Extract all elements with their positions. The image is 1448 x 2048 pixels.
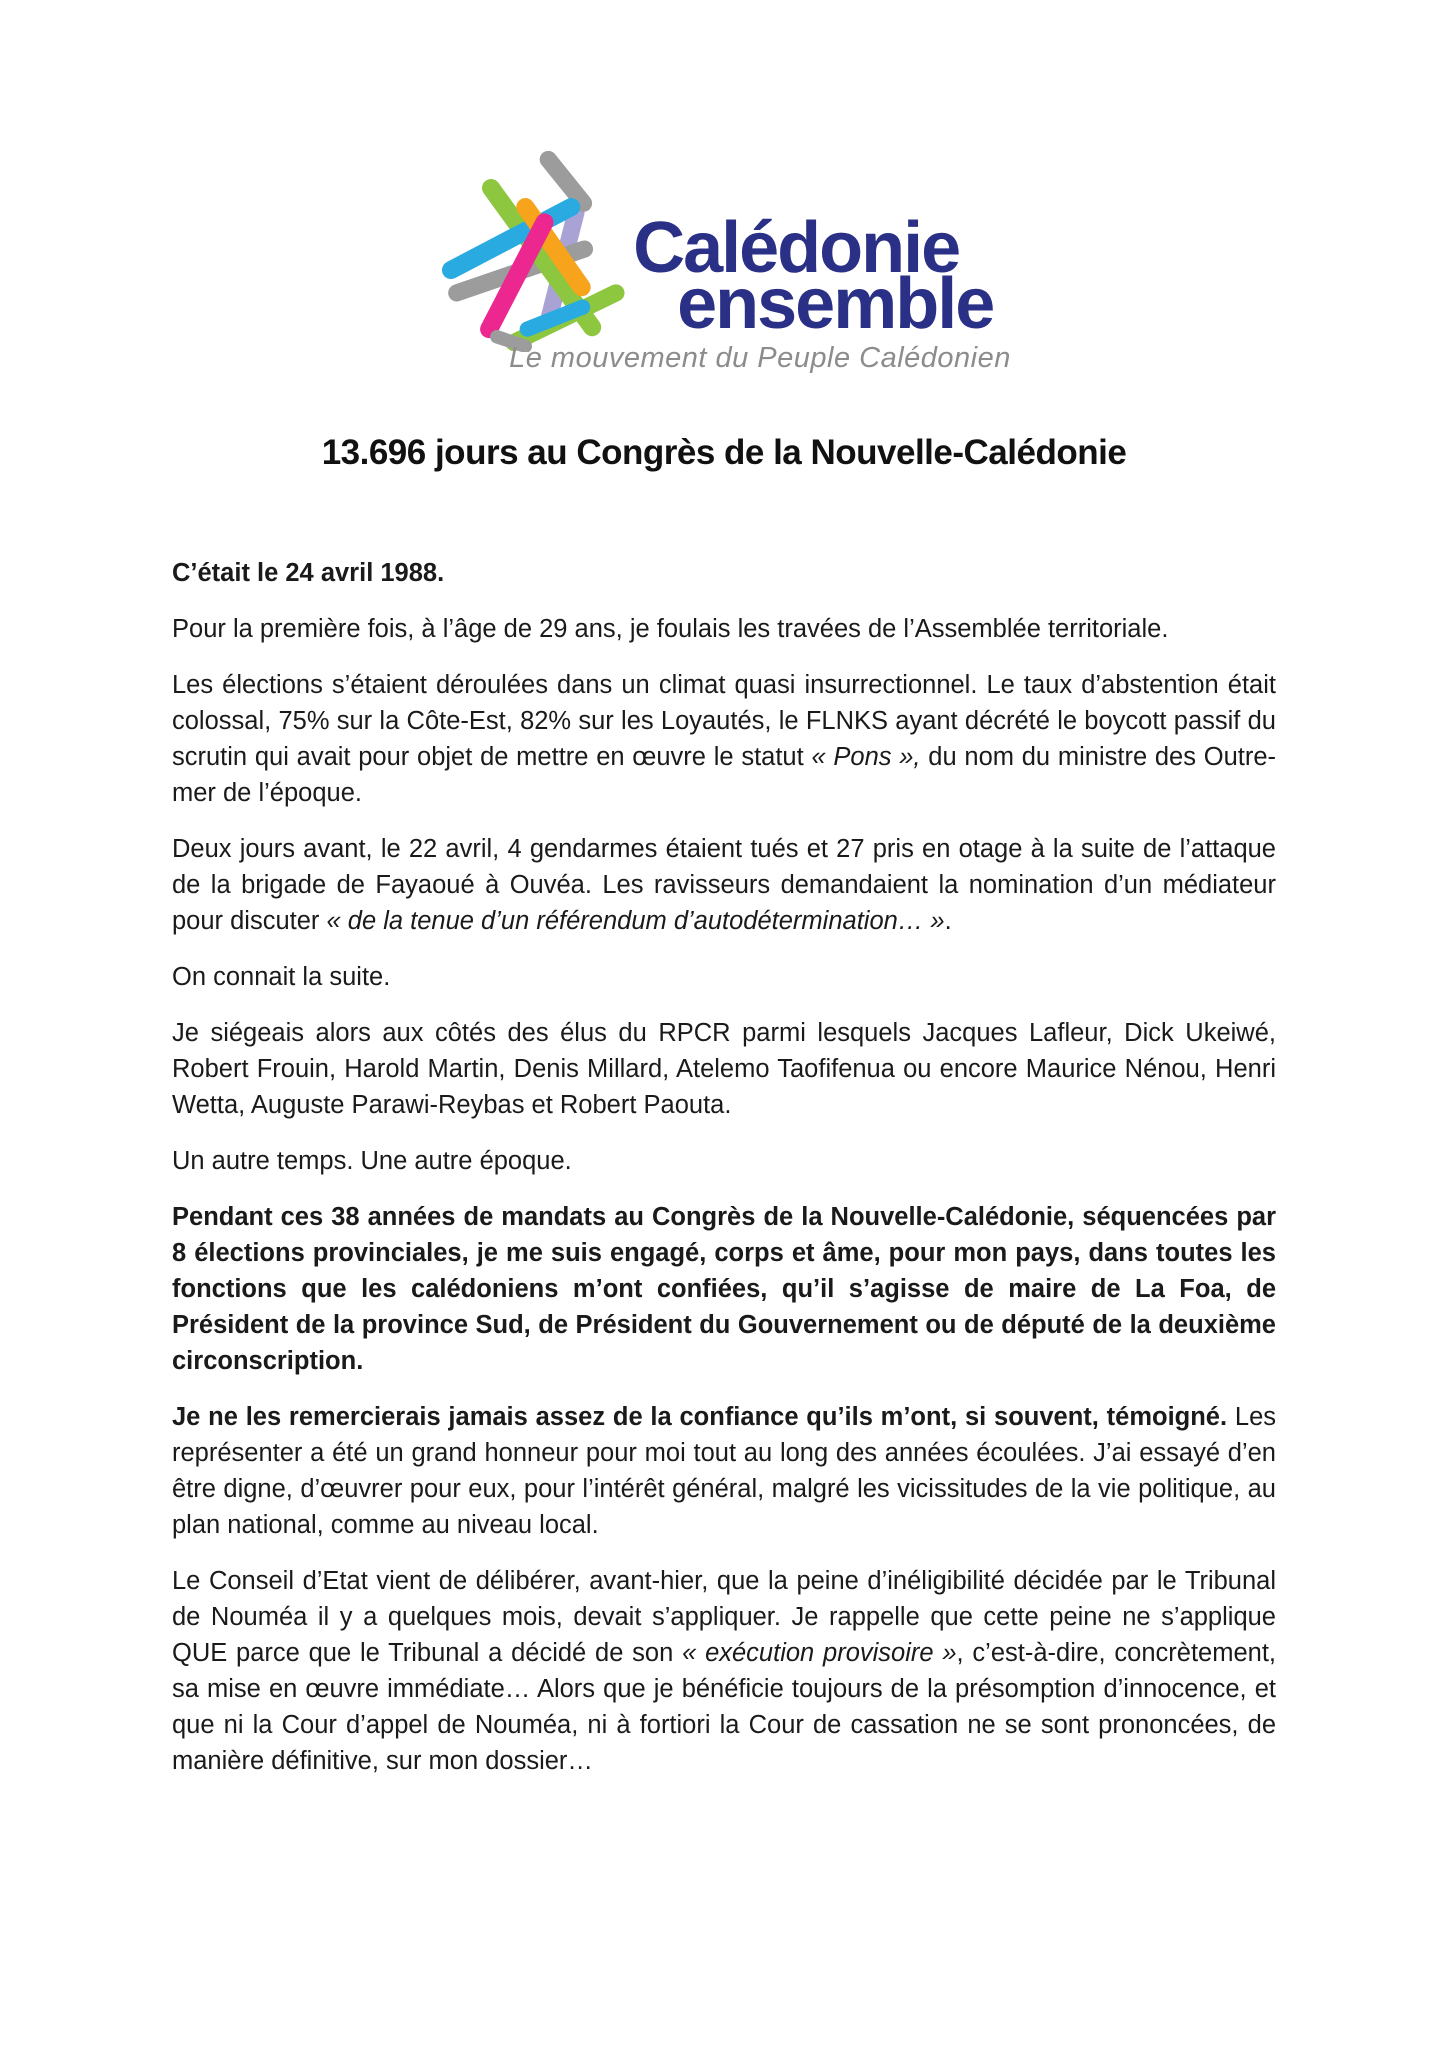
logo-brand-line2: ensemble — [677, 264, 994, 344]
text-run: « exécution provisoire » — [682, 1639, 957, 1667]
text-run: Je siégeais alors aux côtés des élus du RPCR parmi lesquels Jacques Lafleur, Dick Ukeiwé, Robert Frouin, Harold Martin, Denis Millard, Atelemo Taofifenua ou encore Maurice Nénou, Henri Wetta, Auguste Parawi-Reybas et Robert Paouta. — [172, 1019, 1276, 1119]
logo-wordmark — [633, 148, 994, 344]
logo-brand-line1: Calédonie — [633, 208, 960, 288]
document-title: 13.696 jours au Congrès de la Nouvelle-Calédonie — [321, 433, 1127, 472]
text-run: Pour la première fois, à l’âge de 29 ans, je foulais les travées de l’Assemblée territoriale. — [172, 615, 1169, 643]
text-run: Les représenter a été un grand honneur pour moi tout au long des années écoulées. J’ai essayé d’en être digne, d’œuvrer pour eux, pour l’intérêt général, malgré les vicissitudes de la vie politique, au plan national, comme au niveau local. — [172, 1403, 1276, 1539]
text-run: Les élections s’étaient déroulées dans un climat quasi insurrectionnel. Le taux d’abstention était colossal, 75% sur la Côte-Est, 82% sur les Loyautés, le FLNKS ayant décrété le boycott passif du scrutin qui avait pour objet de mettre en œuvre le statut — [172, 671, 1276, 771]
paragraph — [172, 1199, 1276, 1379]
paragraph — [172, 611, 1276, 647]
paragraph — [172, 667, 1276, 811]
document-body — [0, 555, 1448, 1779]
text-run: C’était le 24 avril 1988. — [172, 559, 445, 587]
text-run: « Pons », — [811, 743, 921, 771]
caledonie-ensemble-logo — [437, 148, 1011, 375]
paragraph — [172, 1143, 1276, 1179]
logo-tagline: Le mouvement du Peuple Calédonien — [509, 342, 1011, 374]
text-run: Le Conseil d’Etat vient de délibérer, avant-hier, que la peine d’inéligibilité décidée par le Tribunal de Nouméa il y a quelques mois, devait s’appliquer. Je rappelle que cette peine ne s’applique QUE parce que le Tribunal a décidé de son — [172, 1567, 1276, 1667]
paragraph — [172, 959, 1276, 995]
brush-strokes-logo-icon — [437, 148, 629, 352]
text-run: Je ne les remercierais jamais assez de la confiance qu’ils m’ont, si souvent, témoigné. — [172, 1403, 1228, 1431]
text-run: Pendant ces 38 années de mandats au Congrès de la Nouvelle-Calédonie, séquencées par 8 élections provinciales, je me suis engagé, corps et âme, pour mon pays, dans toutes les fonctions que les calédoniens m’ont confiées, qu’il s’agisse de maire de La Foa, de Président de la province Sud, de Président du Gouvernement ou de député de la deuxième circonscription. — [172, 1203, 1276, 1375]
text-run: On connait la suite. — [172, 963, 391, 991]
paragraph — [172, 555, 1276, 591]
paragraph — [172, 831, 1276, 939]
paragraph — [172, 1399, 1276, 1543]
text-run: « de la tenue d’un référendum d’autodétermination… » — [326, 907, 945, 935]
paragraph — [172, 1015, 1276, 1123]
paragraph — [172, 1563, 1276, 1779]
text-run: du nom du ministre des Outre-mer de l’époque. — [172, 743, 1276, 807]
text-run: . — [944, 907, 952, 935]
text-run: Deux jours avant, le 22 avril, 4 gendarmes étaient tués et 27 pris en otage à la suite de l’attaque de la brigade de Fayaoué à Ouvéa. Les ravisseurs demandaient la nomination d’un médiateur pour discuter — [172, 835, 1276, 935]
text-run: Un autre temps. Une autre époque. — [172, 1147, 572, 1175]
text-run: , c’est-à-dire, concrètement, sa mise en œuvre immédiate… Alors que je bénéficie toujours de la présomption d’innocence, et que ni la Cour d’appel de Nouméa, ni à fortiori la Cour de cassation ne se sont prononcées, de manière définitive, sur mon dossier… — [172, 1639, 1276, 1775]
